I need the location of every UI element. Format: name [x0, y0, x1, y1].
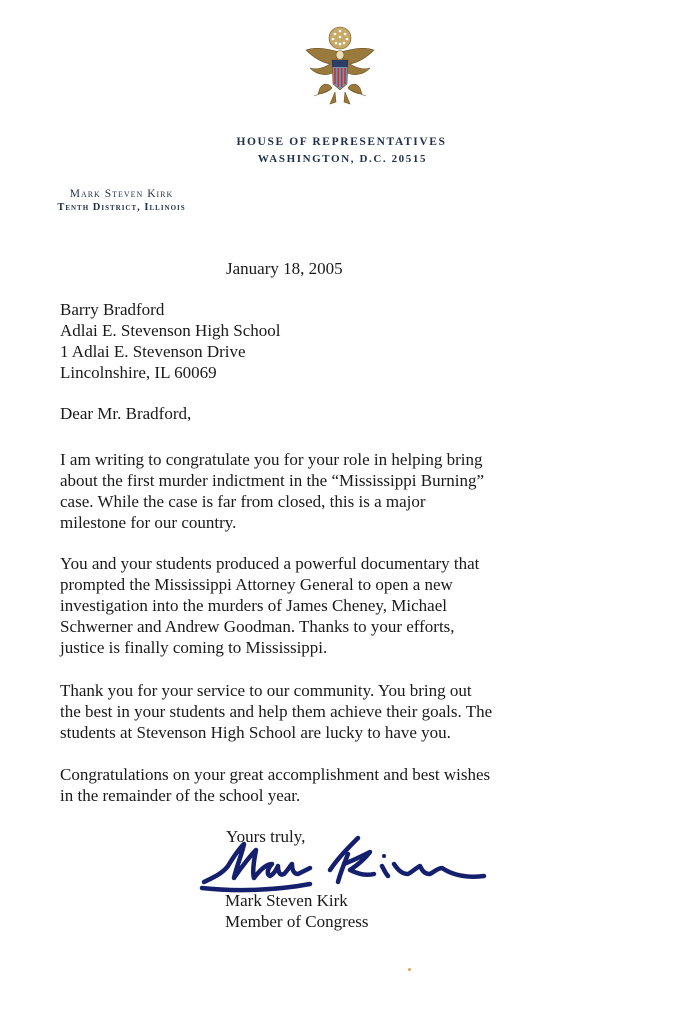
- paragraph-line: prompted the Mississippi Attorney General to open a new: [60, 575, 453, 594]
- handwritten-signature: [198, 830, 490, 896]
- paragraph-line: about the first murder indictment in the “Mississippi Burning”: [60, 471, 484, 490]
- paragraph-line: the best in your students and help them achieve their goals. The: [60, 702, 493, 721]
- letterhead-city: WASHINGTON, D.C. 20515: [257, 153, 428, 165]
- letterhead-member-district: Tenth District, Illinois: [57, 202, 186, 213]
- paragraph-line: investigation into the murders of James Cheney, Michael: [60, 596, 447, 615]
- paragraph-line: in the remainder of the school year.: [60, 786, 301, 805]
- recipient-city: Lincolnshire, IL 60069: [60, 363, 217, 382]
- letterhead-office: HOUSE OF REPRESENTATIVES: [236, 136, 447, 148]
- recipient-organization: Adlai E. Stevenson High School: [60, 321, 281, 340]
- salutation: Dear Mr. Bradford,: [60, 404, 192, 423]
- paragraph-line: I am writing to congratulate you for your role in helping bring: [60, 450, 483, 469]
- paragraph-1: [60, 449, 560, 533]
- paragraph-3: [60, 680, 560, 743]
- signer-title: Member of Congress: [225, 912, 369, 931]
- great-seal-eagle-icon: [300, 24, 380, 114]
- recipient-name: Barry Bradford: [60, 300, 165, 319]
- paragraph-line: You and your students produced a powerful documentary that: [60, 554, 480, 573]
- paragraph-line: case. While the case is far from closed, this is a major: [60, 492, 426, 511]
- paragraph-line: milestone for our country.: [60, 513, 237, 532]
- paper-speck: [408, 968, 411, 971]
- letter-date: January 18, 2005: [226, 259, 343, 278]
- closing: Yours truly,: [226, 827, 306, 846]
- paragraph-4: [60, 764, 560, 806]
- letterhead-member-name: Mark Steven Kirk: [69, 188, 174, 200]
- paragraph-line: justice is finally coming to Mississippi.: [60, 638, 328, 657]
- paragraph-2: [60, 553, 560, 658]
- paragraph-line: students at Stevenson High School are lucky to have you.: [60, 723, 451, 742]
- paragraph-line: Congratulations on your great accomplishment and best wishes: [60, 765, 491, 784]
- recipient-street: 1 Adlai E. Stevenson Drive: [60, 342, 246, 361]
- signer-name: Mark Steven Kirk: [225, 891, 348, 910]
- recipient-address: [60, 299, 281, 383]
- paragraph-line: Thank you for your service to our community. You bring out: [60, 681, 472, 700]
- paragraph-line: Schwerner and Andrew Goodman. Thanks to your efforts,: [60, 617, 455, 636]
- signer-block: [225, 890, 369, 932]
